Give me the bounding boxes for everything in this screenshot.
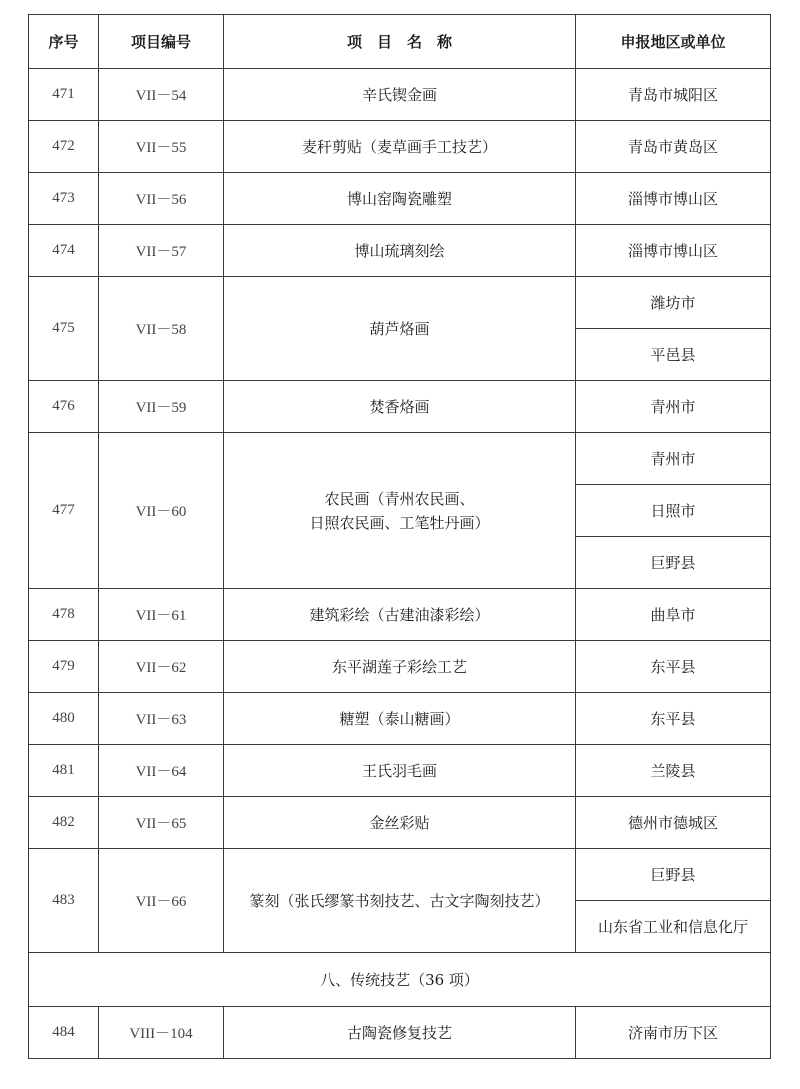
seq-cell: 477: [29, 433, 99, 589]
code-cell: VII－56: [99, 173, 224, 225]
table-row: [29, 121, 771, 173]
code-cell: VII－62: [99, 641, 224, 693]
table-row: [29, 693, 771, 745]
code-cell: VII－63: [99, 693, 224, 745]
section-row: [29, 953, 771, 1007]
name-cell: 东平湖莲子彩绘工艺: [224, 641, 576, 693]
region-cell: 巨野县: [576, 537, 771, 589]
region-cell: 兰陵县: [576, 745, 771, 797]
region-cell: 山东省工业和信息化厅: [576, 901, 771, 953]
region-cell: 淄博市博山区: [576, 225, 771, 277]
table-row: [29, 277, 771, 329]
region-cell: 东平县: [576, 641, 771, 693]
region-cell: 巨野县: [576, 849, 771, 901]
seq-cell: 473: [29, 173, 99, 225]
header-seq: 序号: [29, 15, 99, 69]
region-cell: 日照市: [576, 485, 771, 537]
name-cell: 葫芦烙画: [224, 277, 576, 381]
table-row: [29, 641, 771, 693]
region-cell: 济南市历下区: [576, 1007, 771, 1059]
region-cell: 青州市: [576, 433, 771, 485]
header-code: 项目编号: [99, 15, 224, 69]
table-row: [29, 797, 771, 849]
header-region: 申报地区或单位: [576, 15, 771, 69]
section-heading: 八、传统技艺（36 项）: [29, 953, 771, 1007]
code-cell: VII－60: [99, 433, 224, 589]
region-cell: 青岛市城阳区: [576, 69, 771, 121]
code-cell: VII－58: [99, 277, 224, 381]
seq-cell: 474: [29, 225, 99, 277]
name-cell: [224, 433, 576, 589]
header-name: 项 目 名 称: [224, 15, 576, 69]
region-cell: 曲阜市: [576, 589, 771, 641]
seq-cell: 482: [29, 797, 99, 849]
code-cell: VIII－104: [99, 1007, 224, 1059]
region-cell: 青岛市黄岛区: [576, 121, 771, 173]
table-row: [29, 69, 771, 121]
table-row: [29, 1007, 771, 1059]
code-cell: VII－57: [99, 225, 224, 277]
name-cell: 博山琉璃刻绘: [224, 225, 576, 277]
name-line-2: 日照农民画、工笔牡丹画）: [309, 513, 490, 532]
region-cell: 东平县: [576, 693, 771, 745]
table-row: [29, 381, 771, 433]
name-cell: 建筑彩绘（古建油漆彩绘）: [224, 589, 576, 641]
table-row: [29, 745, 771, 797]
region-cell: 淄博市博山区: [576, 173, 771, 225]
name-cell: 糖塑（泰山糖画）: [224, 693, 576, 745]
table-row: [29, 433, 771, 485]
table-row: [29, 173, 771, 225]
name-cell: 麦秆剪贴（麦草画手工技艺）: [224, 121, 576, 173]
seq-cell: 479: [29, 641, 99, 693]
name-cell: 金丝彩贴: [224, 797, 576, 849]
seq-cell: 471: [29, 69, 99, 121]
seq-cell: 476: [29, 381, 99, 433]
name-cell: 篆刻（张氏缪篆书刻技艺、古文字陶刻技艺）: [224, 849, 576, 953]
code-cell: VII－55: [99, 121, 224, 173]
document-page: [28, 14, 770, 1059]
name-cell: 王氏羽毛画: [224, 745, 576, 797]
table-header-row: [29, 15, 771, 69]
code-cell: VII－65: [99, 797, 224, 849]
code-cell: VII－61: [99, 589, 224, 641]
seq-cell: 483: [29, 849, 99, 953]
table-row: [29, 225, 771, 277]
seq-cell: 478: [29, 589, 99, 641]
seq-cell: 480: [29, 693, 99, 745]
name-cell: 古陶瓷修复技艺: [224, 1007, 576, 1059]
code-cell: VII－64: [99, 745, 224, 797]
name-cell: 辛氏锲金画: [224, 69, 576, 121]
seq-cell: 481: [29, 745, 99, 797]
region-cell: 德州市德城区: [576, 797, 771, 849]
region-cell: 潍坊市: [576, 277, 771, 329]
region-cell: 青州市: [576, 381, 771, 433]
heritage-project-table: [28, 14, 771, 1059]
name-cell: 博山窑陶瓷雕塑: [224, 173, 576, 225]
table-row: [29, 589, 771, 641]
code-cell: VII－66: [99, 849, 224, 953]
name-cell: 焚香烙画: [224, 381, 576, 433]
code-cell: VII－54: [99, 69, 224, 121]
name-line-1: 农民画（青州农民画、: [324, 489, 475, 508]
seq-cell: 472: [29, 121, 99, 173]
seq-cell: 484: [29, 1007, 99, 1059]
seq-cell: 475: [29, 277, 99, 381]
region-cell: 平邑县: [576, 329, 771, 381]
table-row: [29, 849, 771, 901]
code-cell: VII－59: [99, 381, 224, 433]
